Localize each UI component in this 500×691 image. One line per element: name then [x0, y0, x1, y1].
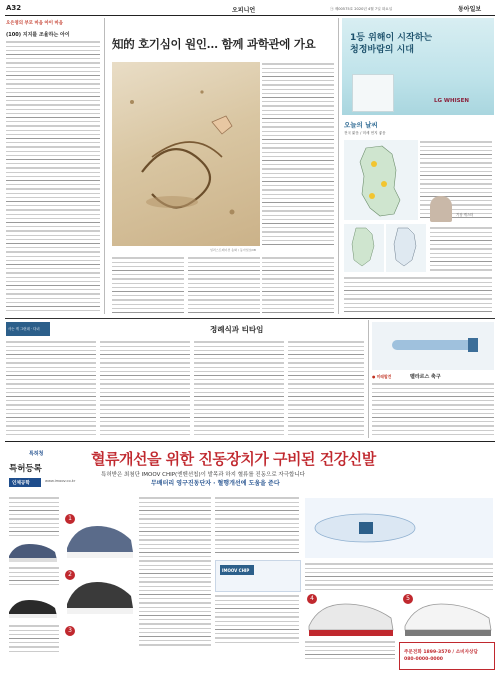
ad-subheadline-2: 무배터리 영구진동단자 · 혈행개선에 도움을 준다: [151, 480, 280, 487]
column-body-text: [6, 40, 100, 314]
page-number: A32: [6, 4, 22, 12]
step-badge-2: 2: [65, 570, 75, 580]
order-phone: 주문전화 1899-3570 / 소비자상담 080-0000-0000: [404, 650, 478, 662]
small-box-illustration: [372, 322, 494, 370]
chip-label-text: IMOOV CHIP: [222, 567, 250, 573]
shoe-ad[interactable]: [5, 444, 495, 688]
second-column-label: [6, 322, 50, 336]
column-headline: (100) 지지를 조율하는 아이: [6, 32, 70, 38]
insole-image: [305, 498, 493, 558]
ad-headline-text: 혈류개선을 위한 진동장치가 구비된 건강신발: [91, 450, 376, 468]
ad-company-sub: 특허등록: [9, 464, 42, 474]
ad-subheadline: 특허받은 최첨단 IMOOV CHIP(엔벤션칩)이 발목과 하지 혈류를 진동으로 자극합니다: [101, 472, 305, 478]
second-column-label-text: 사는 게 그런데 · 다녀: [8, 327, 40, 331]
weather-subtitle: 전국 맑음 / 미세 먼지 좋음: [344, 131, 386, 135]
ad-headline: [91, 448, 376, 469]
step-badge-1: 1: [65, 514, 75, 524]
shoe-image-3: [63, 516, 135, 562]
issue-meta: ㉠ 제00575호 2020년 4월 7일 화요일: [330, 7, 393, 11]
order-phone-box[interactable]: [399, 642, 495, 670]
shoe-image-2: [7, 594, 59, 620]
whisen-ad[interactable]: [342, 18, 494, 115]
sand-hand-illustration: [112, 62, 260, 246]
article-headline: 知的 호기심이 원인… 함께 과학관에 가요: [112, 37, 316, 51]
ad-company-badge: [9, 478, 41, 487]
weather-caster-photo: [430, 196, 452, 222]
shoe-2-specs: [9, 624, 59, 654]
small-box-label: ● 미래발견: [372, 374, 392, 379]
weather-map-small-2: [386, 224, 426, 272]
second-body-1: [6, 340, 96, 436]
right-column-text: [344, 276, 492, 314]
whisen-headline: 1등 위해이 시작하는 청정바람의 시대: [350, 33, 433, 55]
step-badge-3: 3: [65, 626, 75, 636]
article-photo: [112, 62, 260, 246]
masthead: 동아일보: [458, 6, 482, 13]
article-body-1: [262, 62, 334, 248]
ad-url: www.imoov.co.kr: [45, 479, 76, 483]
ad-center-text-2: [215, 594, 299, 646]
weather-body: [430, 226, 492, 272]
shoe-image-5: [305, 596, 395, 638]
whisen-product: [352, 74, 394, 112]
section-title: 오피니언: [232, 7, 256, 14]
ad-company: 특허청: [29, 451, 44, 457]
second-headline: 정례식과 티타임: [210, 325, 264, 334]
chip-diagram: [215, 560, 301, 592]
ad-center-left-text: [139, 496, 211, 646]
step-badge-5: 5: [403, 594, 413, 604]
article-body-3: [188, 256, 260, 314]
shoe-image-1: [7, 538, 59, 564]
article-body-2: [112, 256, 184, 314]
second-body-2: [100, 340, 190, 436]
ad-company-badge-text: 인체공학: [12, 480, 30, 486]
column-kicker: 오은영의 부모 마음 아이 마음: [6, 21, 64, 26]
step-badge-4: 4: [307, 594, 317, 604]
shoe-1-specs: [9, 566, 59, 586]
small-box-body: [372, 382, 494, 436]
second-body-3: [194, 340, 284, 436]
weather-map-small: [344, 224, 384, 272]
weather-map: [344, 140, 418, 220]
weather-title: 오늘의 날씨: [344, 121, 378, 129]
whisen-brand: LG WHISEN: [434, 98, 469, 104]
ad-right-specs: [305, 640, 395, 662]
chip-label: [220, 565, 254, 575]
weather-caster-label: 기상 캐스터: [456, 213, 474, 217]
photo-caption: 일러스트레이션 송화 / 동아일보DB: [210, 248, 256, 252]
ad-left-text: [9, 496, 59, 536]
article-body-4: [262, 256, 334, 314]
second-body-4: [288, 340, 364, 436]
small-box-title: 벨라르스 축구: [410, 374, 441, 380]
ad-center-text: [215, 496, 299, 556]
shoe-image-6: [401, 596, 493, 638]
ad-right-text: [305, 562, 493, 592]
shoe-image-4: [63, 572, 135, 618]
